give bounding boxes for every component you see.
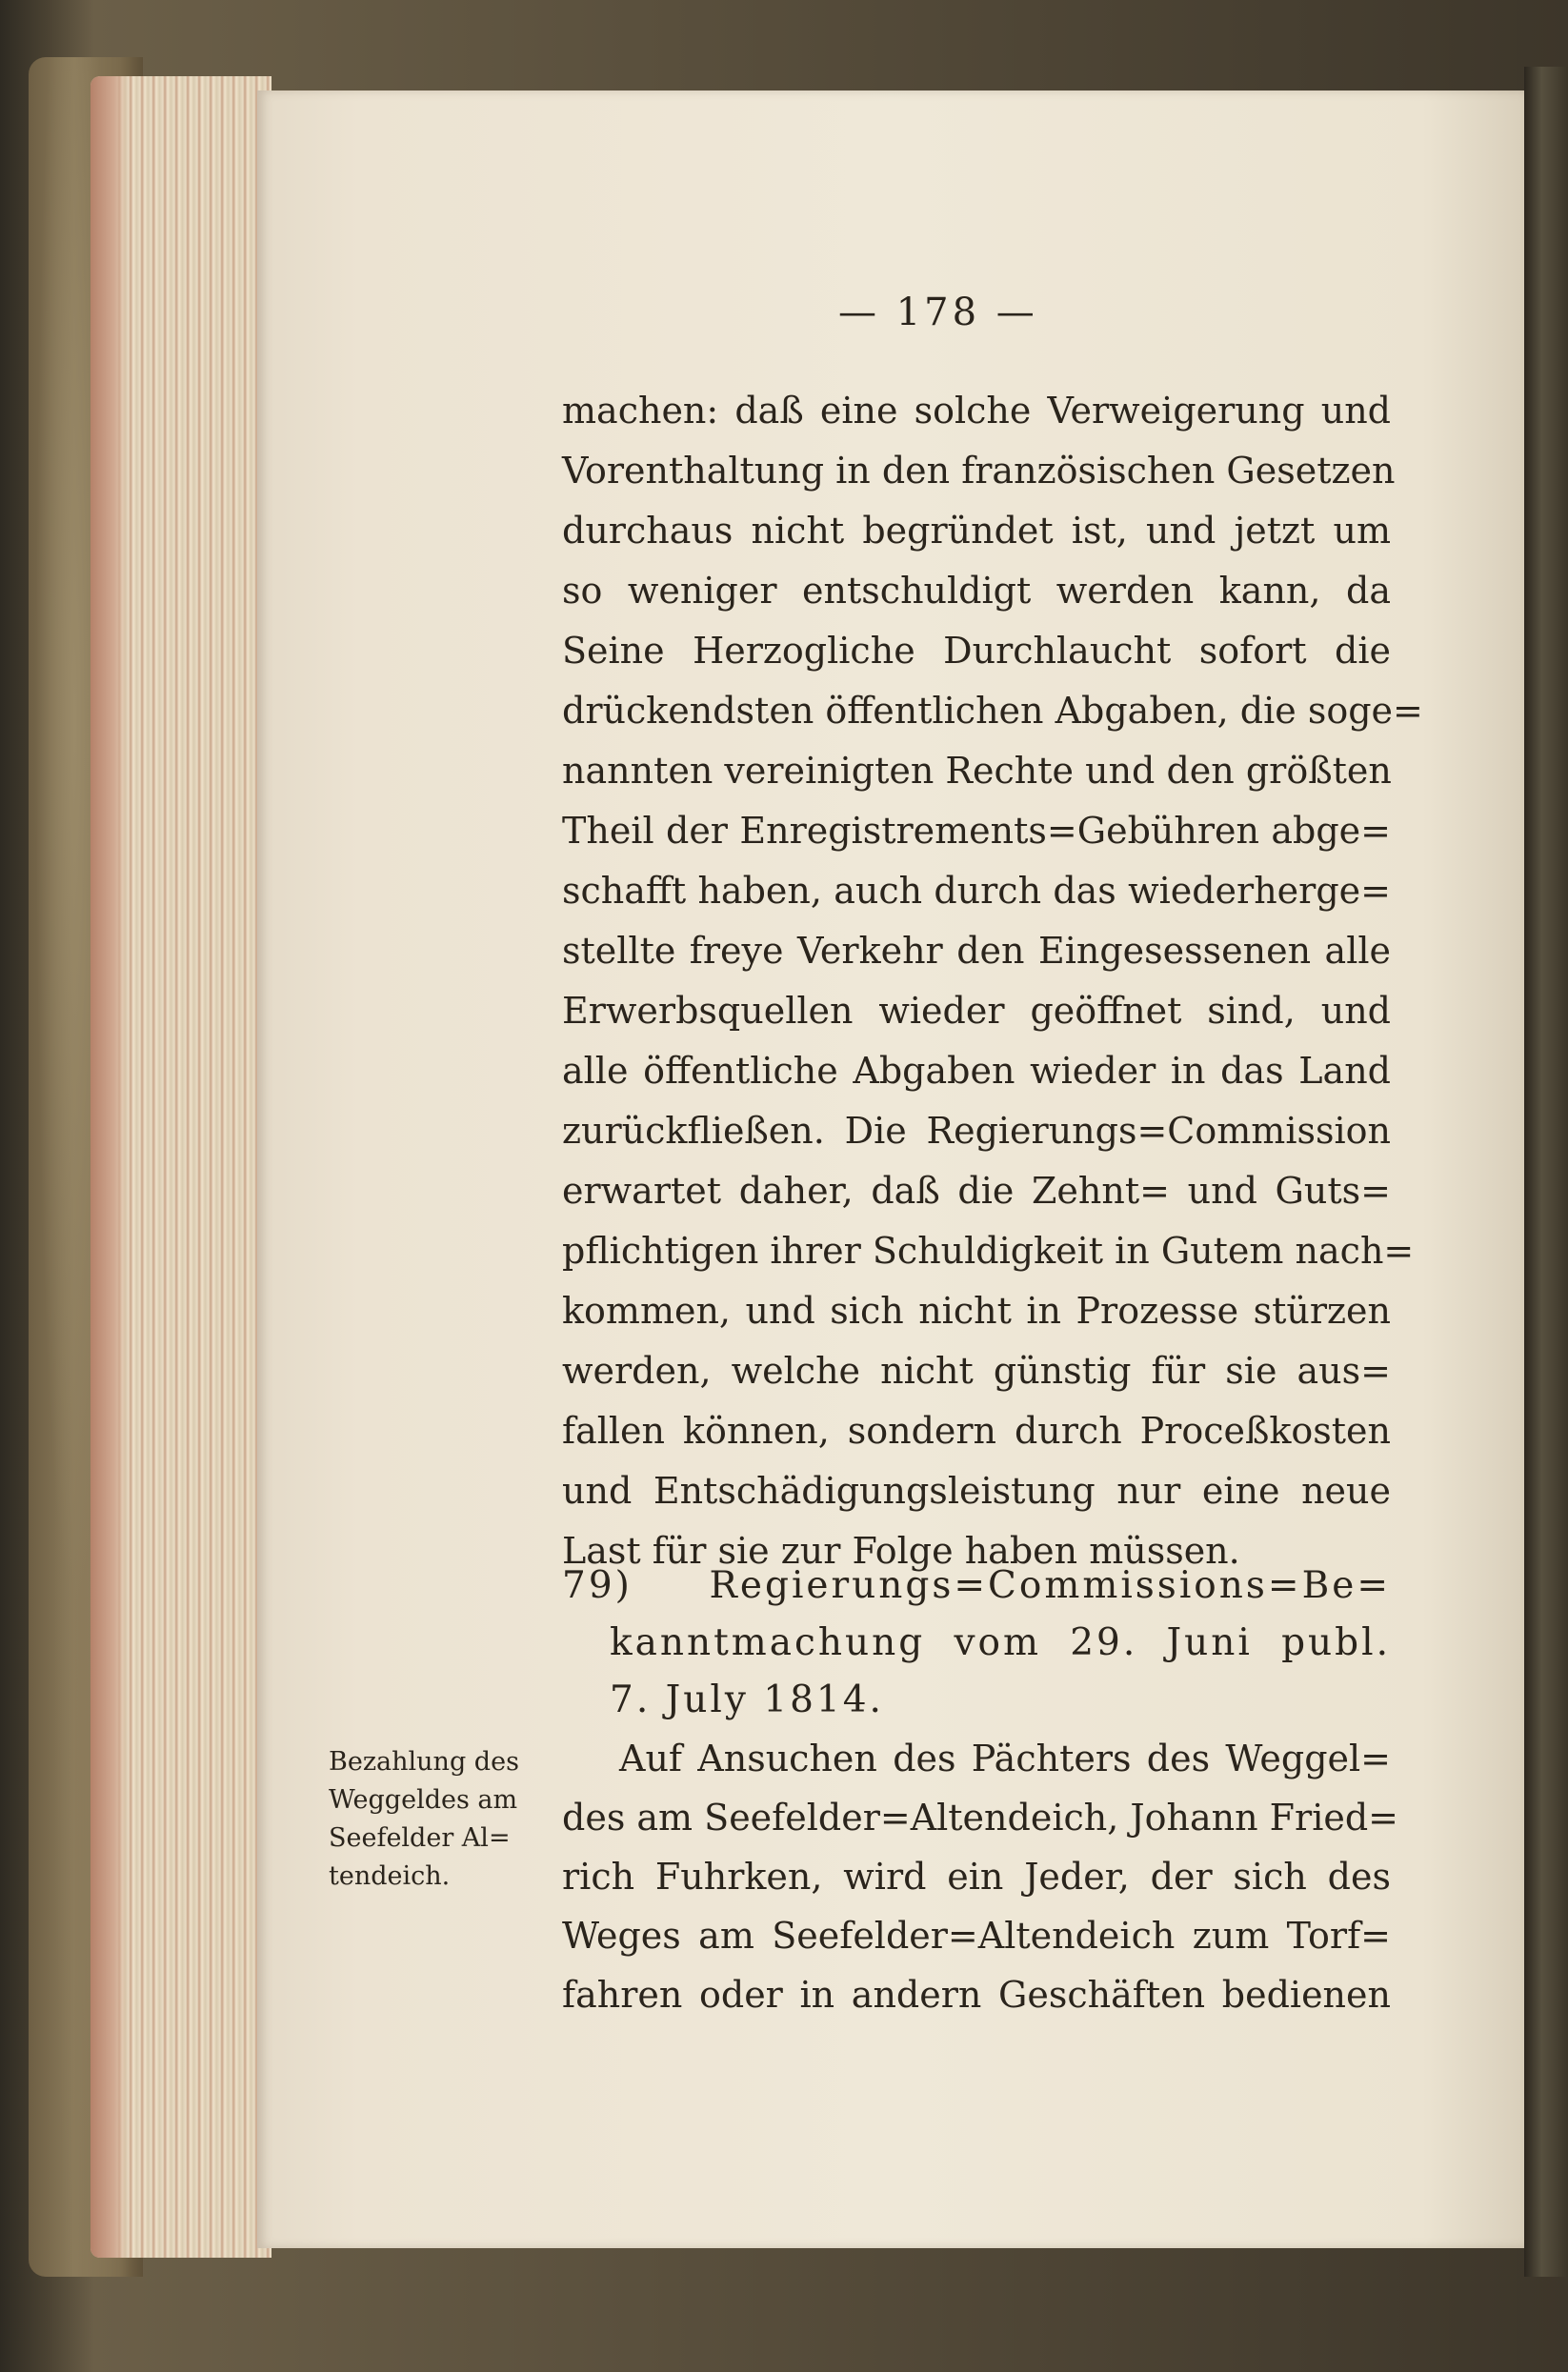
text-line: schafft haben, auch durch das wiederherge=: [562, 870, 1391, 912]
text-line: drückendsten öffentlichen Abgaben, die soge=: [562, 690, 1423, 732]
text-line: nannten vereinigten Rechte und den größten: [562, 750, 1392, 792]
margin-note-line: Bezahlung des: [329, 1747, 519, 1777]
text-line: Erwerbsquellen wieder geöffnet sind, und: [562, 990, 1391, 1032]
text-line: fallen können, sondern durch Proceßkosten: [562, 1410, 1391, 1452]
margin-note-line: tendeich.: [329, 1861, 451, 1891]
text-line: des am Seefelder=Altendeich, Johann Fried=: [562, 1797, 1399, 1839]
text-line: so weniger entschuldigt werden kann, da: [562, 570, 1391, 612]
entry-text: [562, 1729, 1399, 2024]
page-edges: [90, 76, 271, 2258]
text-line: pflichtigen ihrer Schuldigkeit in Gutem nach=: [562, 1230, 1415, 1272]
text-line: werden, welche nicht günstig für sie aus=: [562, 1350, 1391, 1392]
text-line: durchaus nicht begründet ist, und jetzt um: [562, 510, 1391, 552]
margin-note: [329, 1743, 548, 1896]
text-line: Auf Ansuchen des Pächters des Weggel=: [619, 1738, 1391, 1779]
text-line: machen: daß eine solche Verweigerung und: [562, 390, 1391, 432]
text-line: zurückfließen. Die Regierungs=Commission: [562, 1110, 1391, 1152]
text-line: erwartet daher, daß die Zehnt= und Guts=: [562, 1170, 1391, 1212]
text-line: Theil der Enregistrements=Gebühren abge=: [562, 810, 1391, 852]
text-line: Vorenthaltung in den französischen Gesetzen: [562, 450, 1396, 492]
text-line: rich Fuhrken, wird ein Jeder, der sich des: [562, 1856, 1391, 1898]
heading-line: 7. July 1814.: [610, 1678, 884, 1721]
section-heading: [562, 1558, 1391, 1729]
heading-line: kanntmachung vom 29. Juni publ.: [610, 1621, 1391, 1664]
page-number: — 178 —: [838, 291, 1038, 334]
margin-note-line: Seefelder Al=: [329, 1823, 511, 1853]
text-line: alle öffentliche Abgaben wieder in das Land: [562, 1050, 1391, 1092]
heading-line: 79) Regierungs=Commissions=Be=: [562, 1564, 1391, 1607]
text-line: fahren oder in andern Geschäften bedienen: [562, 1974, 1391, 2016]
text-line: stellte freye Verkehr den Eingesessenen alle: [562, 930, 1391, 972]
text-line: Weges am Seefelder=Altendeich zum Torf=: [562, 1915, 1391, 1957]
text-line: Last für sie zur Folge haben müssen.: [562, 1530, 1240, 1572]
text-line: Seine Herzogliche Durchlaucht sofort die: [562, 630, 1391, 672]
margin-note-line: Weggeldes am: [329, 1785, 518, 1815]
text-line: kommen, und sich nicht in Prozesse stürzen: [562, 1290, 1391, 1332]
body-text: [562, 381, 1423, 1581]
text-line: und Entschädigungsleistung nur eine neue: [562, 1470, 1391, 1512]
binding-gutter: [1524, 67, 1568, 2277]
